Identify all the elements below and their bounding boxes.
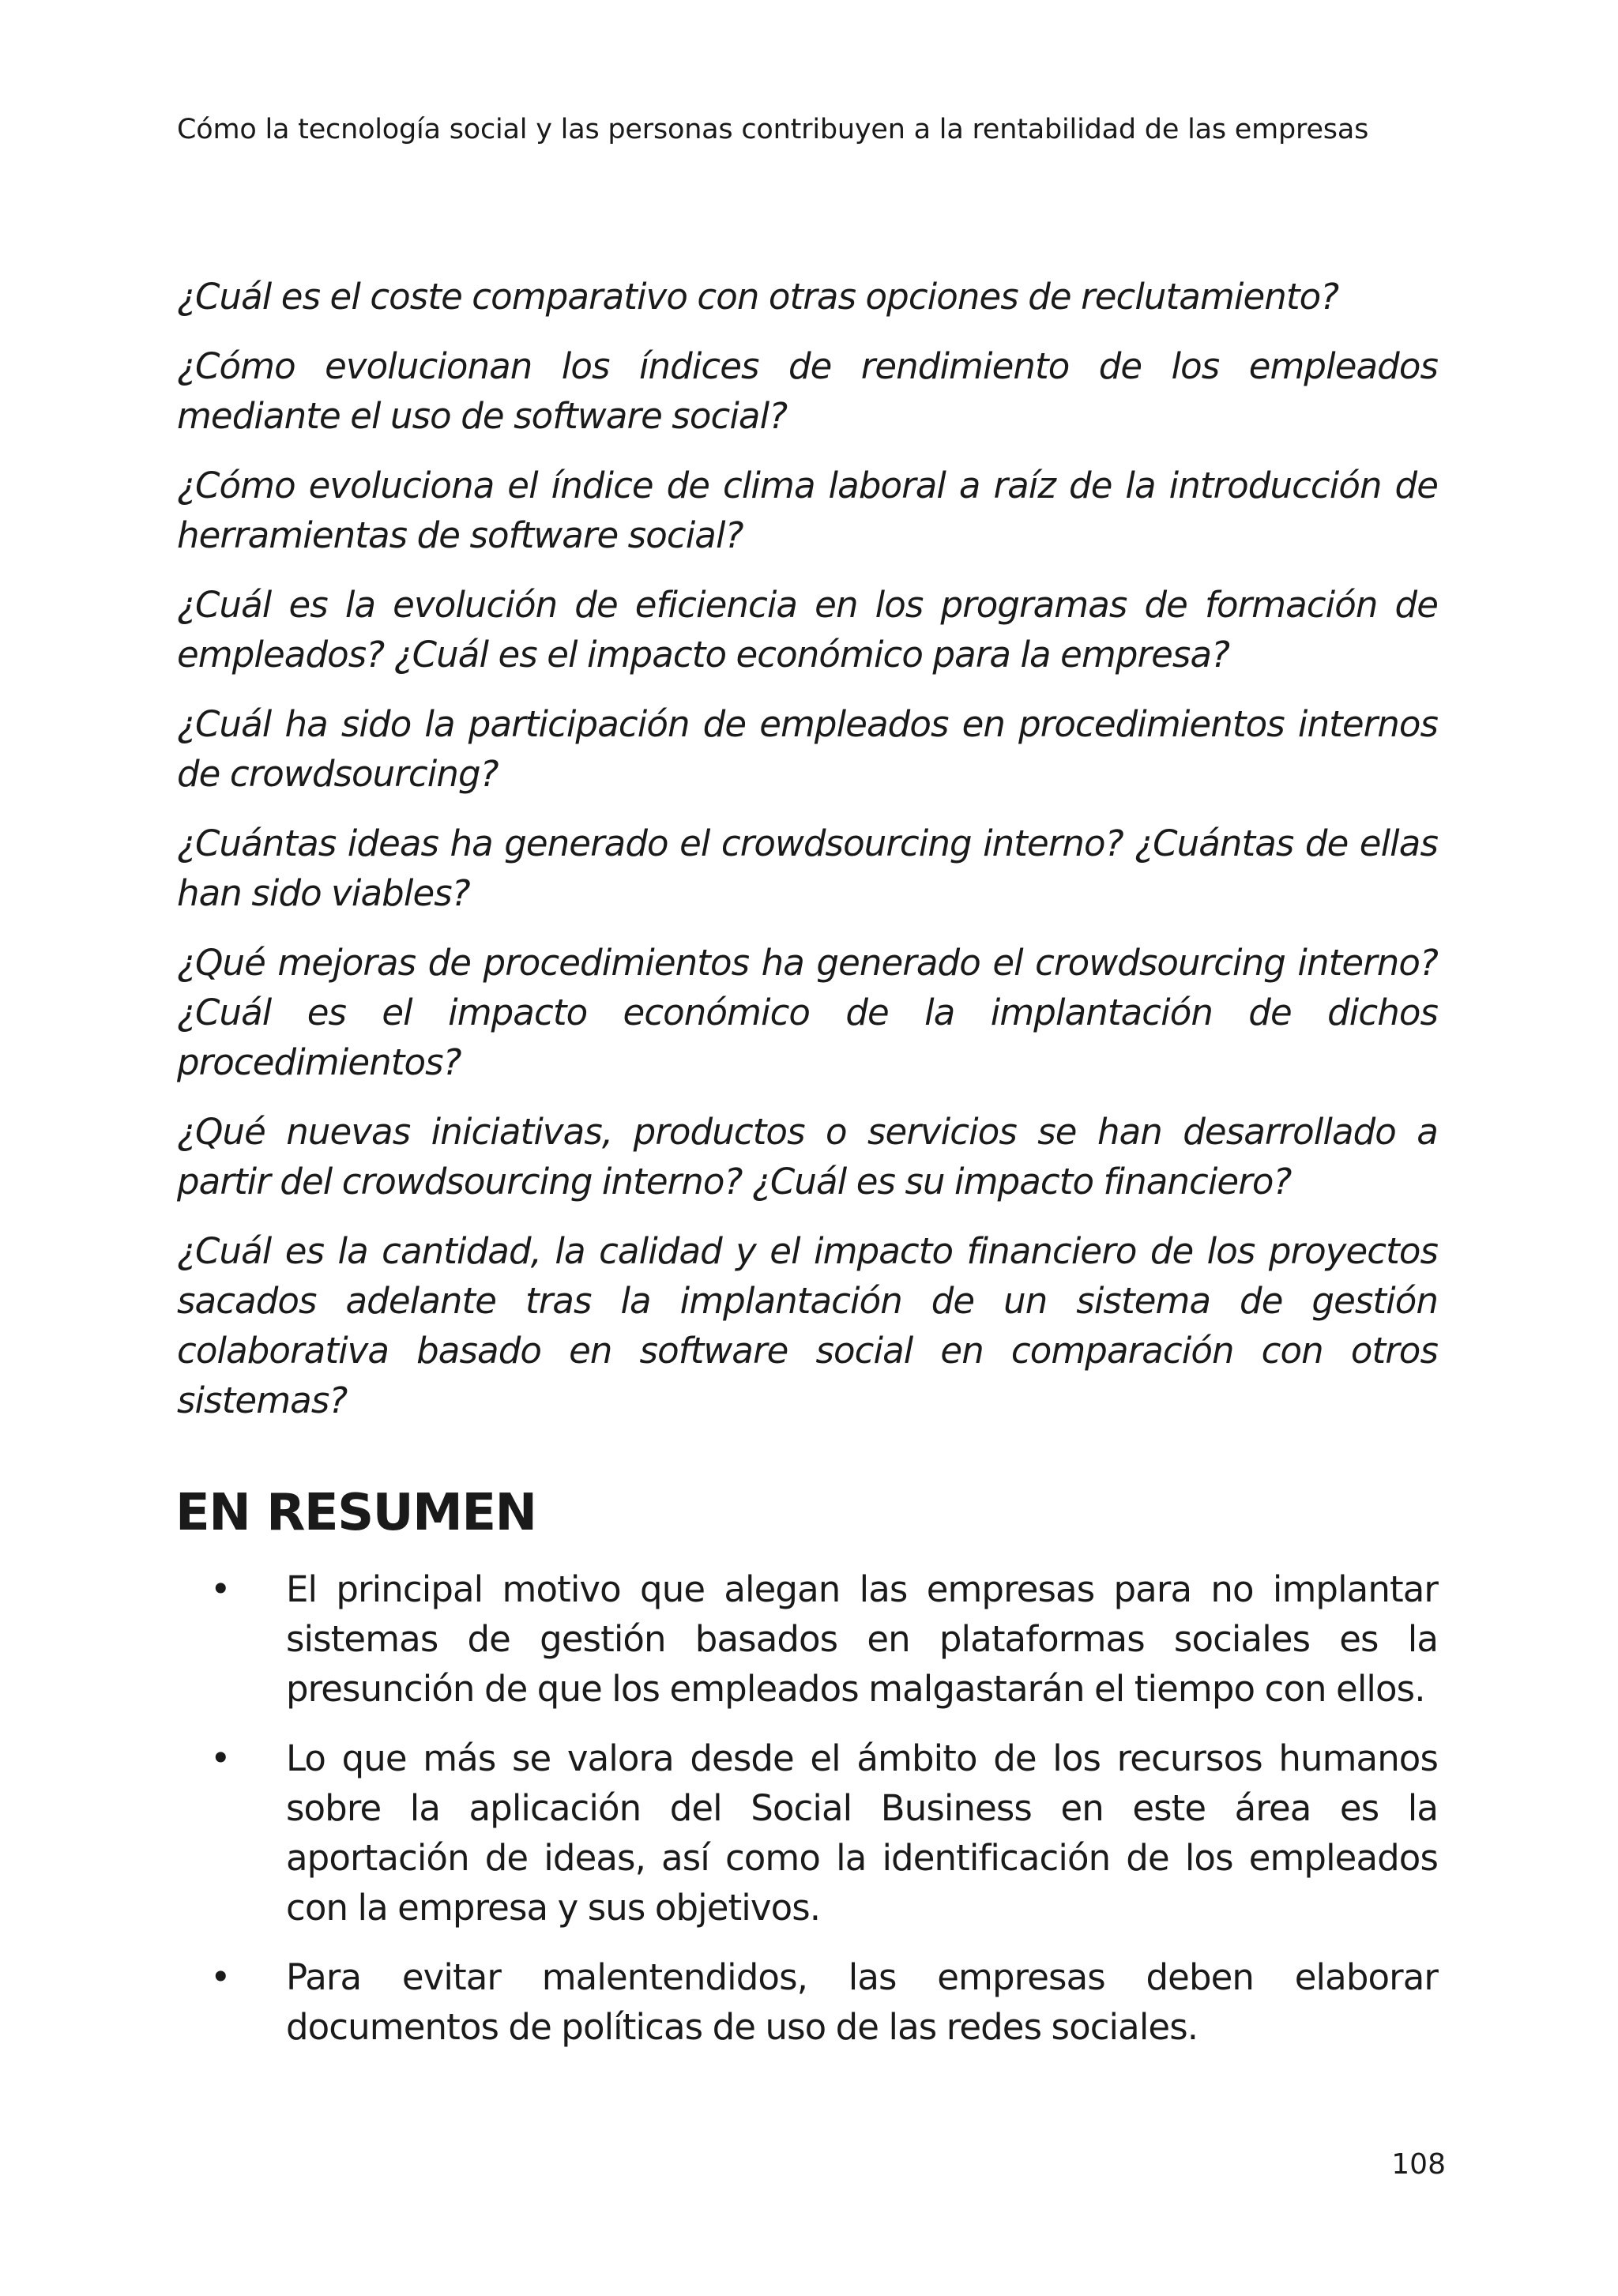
question-paragraph: ¿Cómo evolucionan los índices de rendimiento de los empleados mediante el uso de software social? xyxy=(177,345,1438,437)
bullet-icon: • xyxy=(210,1956,231,1998)
bullet-icon: • xyxy=(210,1568,231,1610)
running-header: Cómo la tecnología social y las personas contribuyen a la rentabilidad de las empresas xyxy=(177,114,1369,145)
page-number: 108 xyxy=(1391,2148,1446,2181)
summary-item-text: Para evitar malentendidos, las empresas deben elaborar documentos de políticas de uso de las redes sociales. xyxy=(286,1956,1438,2048)
question-paragraph: ¿Cómo evoluciona el índice de clima laboral a raíz de la introducción de herramientas de software social? xyxy=(177,465,1438,556)
question-paragraph: ¿Cuál es el coste comparativo con otras opciones de reclutamiento? xyxy=(177,276,1339,318)
question-paragraph: ¿Cuál es la cantidad, la calidad y el impacto financiero de los proyectos sacados adelante tras la implantación de un sistema de gestión colaborativa basado en software social en comparación con otros sistemas? xyxy=(177,1230,1438,1421)
question-paragraph: ¿Qué mejoras de procedimientos ha generado el crowdsourcing interno? ¿Cuál es el impacto económico de la implantación de dichos procedimientos? xyxy=(177,942,1438,1083)
question-paragraph: ¿Cuál es la evolución de eficiencia en los programas de formación de empleados? ¿Cuál es el impacto económico para la empresa? xyxy=(177,584,1438,676)
question-paragraph: ¿Cuál ha sido la participación de empleados en procedimientos internos de crowdsourcing? xyxy=(177,703,1438,795)
summary-item xyxy=(177,1733,1438,1933)
bullet-icon: • xyxy=(210,1737,231,1779)
summary-item xyxy=(177,1952,1438,2052)
summary-item-text: Lo que más se valora desde el ámbito de los recursos humanos sobre la aplicación del Social Business en este área es la aportación de ideas, así como la identificación de los empleados con la empresa y sus objetivos. xyxy=(286,1737,1438,1929)
question-list xyxy=(177,272,1438,1445)
summary-list xyxy=(177,1564,1438,2072)
section-title: EN RESUMEN xyxy=(175,1484,536,1542)
summary-item xyxy=(177,1564,1438,1714)
summary-item-text: El principal motivo que alegan las empresas para no implantar sistemas de gestión basados en plataformas sociales es la presunción de que los empleados malgastarán el tiempo con ellos. xyxy=(286,1568,1438,1710)
question-paragraph: ¿Cuántas ideas ha generado el crowdsourcing interno? ¿Cuántas de ellas han sido viables? xyxy=(177,822,1438,914)
question-paragraph: ¿Qué nuevas iniciativas, productos o servicios se han desarrollado a partir del crowdsourcing interno? ¿Cuál es su impacto financiero? xyxy=(177,1111,1438,1203)
